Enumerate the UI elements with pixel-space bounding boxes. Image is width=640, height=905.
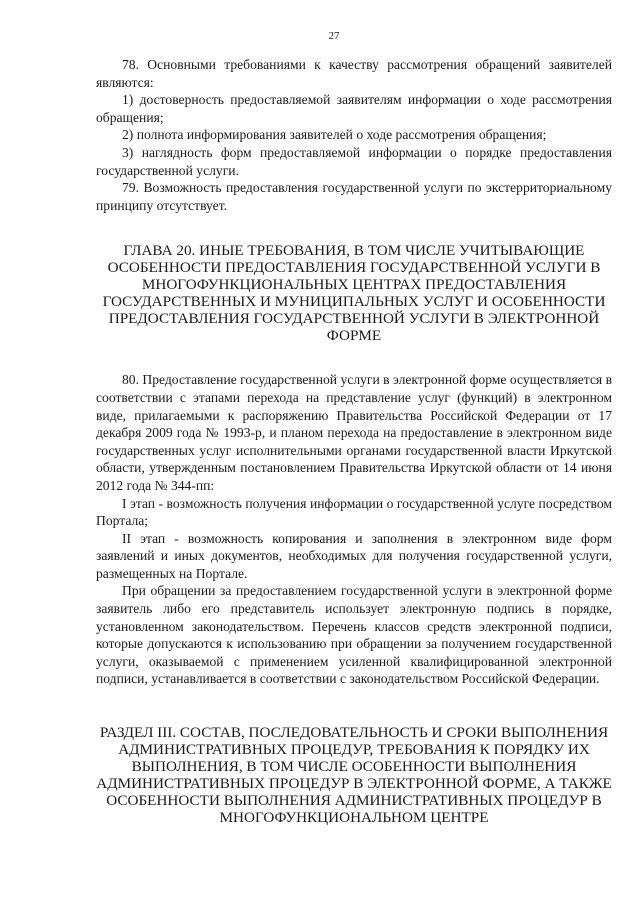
stage-1: I этап - возможность получения информации о государственной услуге посредством Портала; <box>96 495 612 529</box>
page-number: 27 <box>328 30 340 42</box>
list-item-1: 1) достоверность предоставляемой заявителям информации о ходе рассмотрения обращения; <box>96 92 612 125</box>
paragraph-electronic-signature: При обращении за предоставлением государственной услуги в электронной форме заявитель либо его представитель использует электронную подпись в порядке, установленном законодательством. Перечень классов средств электронной подписи, которые допускаются к использованию при обращении за получением государственной услуги, оказываемой с применением усиленной квалифицированной электронной подписи, устанавливается в соответствии с законодательством Российской Федерации. <box>96 583 612 687</box>
paragraph-79: 79. Возможность предоставления государственной услуги по экстерриториальному принципу отсутствует. <box>96 180 612 213</box>
section-3-heading: РАЗДЕЛ III. СОСТАВ, ПОСЛЕДОВАТЕЛЬНОСТЬ И СРОКИ ВЫПОЛНЕНИЯ АДМИНИСТРАТИВНЫХ ПРОЦЕДУР, ТРЕБОВАНИЯ К ПОРЯДКУ ИХ ВЫПОЛНЕНИЯ, В ТОМ ЧИСЛЕ ОСОБЕННОСТИ ВЫПОЛНЕНИЯ АДМИНИСТРАТИВНЫХ ПРОЦЕДУР В ЭЛЕКТРОННОЙ ФОРМЕ, А ТАКЖЕ ОСОБЕННОСТИ ВЫПОЛНЕНИЯ АДМИНИСТРАТИВНЫХ ПРОЦЕДУР В МНОГОФУНКЦИОНАЛЬНОМ ЦЕНТРЕ <box>96 724 612 827</box>
list-item-3: 3) наглядность форм предоставляемой информации о порядке предоставления государственной услуги. <box>96 144 612 178</box>
stage-2: II этап - возможность копирования и заполнения в электронном виде форм заявлений и иных документов, необходимых для получения государственной услуги, размещенных на Портале. <box>96 530 612 581</box>
list-item-2: 2) полнота информирования заявителей о ходе рассмотрения обращения; <box>122 127 547 143</box>
paragraph-78: 78. Основными требованиями к качеству рассмотрения обращений заявителей являются: <box>96 57 612 90</box>
paragraph-80: 80. Предоставление государственной услуги в электронной форме осуществляется в соответствии с этапами перехода на представление услуг (функций) в электронном виде, прилагаемыми к распоряжению Правительства Российской Федерации от 17 декабря 2009 года № 1993-р, и планом перехода на предоставление в электронном виде государственных услуг исполнительными органами государственной власти Иркутской области, утвержденным постановлением Правительства Иркутской области от 14 июня 2012 года № 344-пп: <box>96 372 612 493</box>
chapter-20-heading: ГЛАВА 20. ИНЫЕ ТРЕБОВАНИЯ, В ТОМ ЧИСЛЕ УЧИТЫВАЮЩИЕ ОСОБЕННОСТИ ПРЕДОСТАВЛЕНИЯ ГОСУДАРСТВЕННОЙ УСЛУГИ В МНОГОФУНКЦИОНАЛЬНЫХ ЦЕНТРАХ ПРЕДОСТАВЛЕНИЯ ГОСУДАРСТВЕННЫХ И МУНИЦИПАЛЬНЫХ УСЛУГ И ОСОБЕННОСТИ ПРЕДОСТАВЛЕНИЯ ГОСУДАРСТВЕННОЙ УСЛУГИ В ЭЛЕКТРОННОЙ ФОРМЕ <box>102 242 606 345</box>
